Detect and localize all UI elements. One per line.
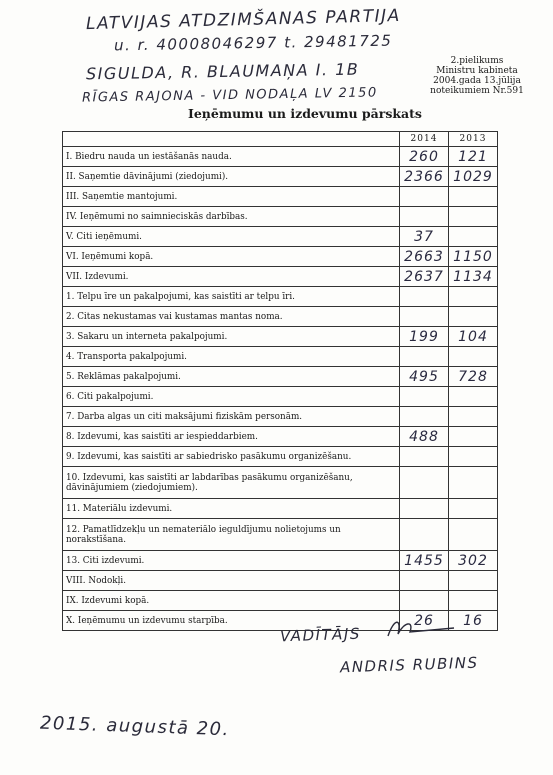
row-label: VI. Ieņēmumi kopā.: [63, 247, 400, 267]
table-row: [63, 551, 498, 571]
row-label: 13. Citi izdevumi.: [63, 551, 400, 571]
table-row: [63, 147, 498, 167]
table-row: [63, 187, 498, 207]
row-label: X. Ieņēmumu un izdevumu starpība.: [63, 611, 400, 631]
annex-note-line: 2004.gada 13.jūlija: [433, 76, 521, 86]
table-row: [63, 571, 498, 591]
row-value-previous: 104: [449, 327, 498, 347]
row-label: 10. Izdevumi, kas saistīti ar labdarības pasākumu organizēšanu, dāvinājumiem (ziedojumiem).: [63, 467, 400, 499]
table-row: [63, 287, 498, 307]
row-value-current: 26: [400, 611, 449, 631]
address-handwritten: SIGULDA, R. BLAUMAŅA I. 1B: [85, 59, 360, 84]
row-value-current: [400, 287, 449, 307]
annex-note: [421, 56, 533, 96]
table-row: [63, 267, 498, 287]
row-value-previous: [449, 307, 498, 327]
table-row: [63, 347, 498, 367]
row-value-current: 260: [400, 147, 449, 167]
table-row: [63, 447, 498, 467]
row-label: 12. Pamatlīdzekļu un nemateriālo ieguldījumu nolietojums un norakstīšana.: [63, 519, 400, 551]
annex-note-line: Ministru kabineta: [436, 66, 518, 76]
row-value-previous: [449, 287, 498, 307]
row-label: III. Saņemtie mantojumi.: [63, 187, 400, 207]
table-row: [63, 207, 498, 227]
table-row: [63, 387, 498, 407]
row-label: VIII. Nodokļi.: [63, 571, 400, 591]
row-label: 2. Citas nekustamas vai kustamas mantas noma.: [63, 307, 400, 327]
row-label: IX. Izdevumi kopā.: [63, 591, 400, 611]
table-header-row: [63, 132, 498, 147]
row-value-previous: [449, 591, 498, 611]
row-label: 3. Sakaru un interneta pakalpojumi.: [63, 327, 400, 347]
table-row: [63, 467, 498, 499]
row-value-previous: [449, 387, 498, 407]
table-row: [63, 167, 498, 187]
signature-scribble: [384, 614, 464, 642]
header-blank-cell: [63, 132, 400, 147]
row-value-previous: [449, 499, 498, 519]
row-value-current: 488: [400, 427, 449, 447]
row-value-previous: 121: [449, 147, 498, 167]
row-label: 9. Izdevumi, kas saistīti ar sabiedrisko pasākumu organizēšanu.: [63, 447, 400, 467]
table-row: [63, 327, 498, 347]
row-label: II. Saņemtie dāvinājumi (ziedojumi).: [63, 167, 400, 187]
row-value-previous: [449, 519, 498, 551]
row-value-current: 2663: [400, 247, 449, 267]
table-row: [63, 427, 498, 447]
party-name-handwritten: LATVIJAS ATDZIMŠANAS PARTIJA: [85, 5, 401, 35]
row-value-previous: [449, 467, 498, 499]
row-value-previous: [449, 207, 498, 227]
row-label: IV. Ieņēmumi no saimnieciskās darbības.: [63, 207, 400, 227]
row-value-current: 199: [400, 327, 449, 347]
row-value-previous: [449, 447, 498, 467]
row-value-previous: 1134: [449, 267, 498, 287]
row-value-previous: [449, 407, 498, 427]
table-row: [63, 227, 498, 247]
row-value-previous: 302: [449, 551, 498, 571]
row-label: VII. Izdevumi.: [63, 267, 400, 287]
row-value-current: [400, 387, 449, 407]
table-row: [63, 307, 498, 327]
row-value-current: [400, 347, 449, 367]
row-value-current: [400, 519, 449, 551]
row-label: I. Biedru nauda un iestāšanās nauda.: [63, 147, 400, 167]
row-label: 6. Citi pakalpojumi.: [63, 387, 400, 407]
row-value-previous: [449, 427, 498, 447]
row-label: 4. Transporta pakalpojumi.: [63, 347, 400, 367]
row-value-current: [400, 187, 449, 207]
tax-office-handwritten: RĪGAS RAJONA - VID NODAĻA LV 2150: [81, 85, 378, 106]
annex-note-line: 2.pielikums: [450, 56, 504, 66]
table-row: [63, 499, 498, 519]
row-label: 7. Darba algas un citi maksājumi fiziskām personām.: [63, 407, 400, 427]
row-label: 1. Telpu īre un pakalpojumi, kas saistīti ar telpu īri.: [63, 287, 400, 307]
row-value-previous: 1029: [449, 167, 498, 187]
row-value-current: 37: [400, 227, 449, 247]
income-expense-table: [62, 131, 498, 631]
row-value-current: [400, 207, 449, 227]
row-label: 5. Reklāmas pakalpojumi.: [63, 367, 400, 387]
row-value-previous: [449, 187, 498, 207]
row-value-current: 1455: [400, 551, 449, 571]
signature-role: VADĪTĀJS: [279, 624, 362, 646]
row-value-previous: [449, 347, 498, 367]
row-value-current: [400, 591, 449, 611]
table-row: [63, 519, 498, 551]
row-value-previous: 1150: [449, 247, 498, 267]
year-header-previous: 2013: [449, 132, 498, 147]
row-value-current: [400, 467, 449, 499]
report-title: Ieņēmumu un izdevumu pārskats: [188, 106, 422, 121]
row-value-current: 2366: [400, 167, 449, 187]
annex-note-line: noteikumiem Nr.591: [430, 86, 524, 96]
row-value-current: 495: [400, 367, 449, 387]
signature-name: ANDRIS RUBINS: [339, 653, 479, 677]
row-value-current: [400, 307, 449, 327]
year-header-current: 2014: [400, 132, 449, 147]
row-label: 8. Izdevumi, kas saistīti ar iespieddarbiem.: [63, 427, 400, 447]
row-label: V. Citi ieņēmumi.: [63, 227, 400, 247]
row-value-current: [400, 571, 449, 591]
row-value-previous: [449, 571, 498, 591]
row-label: 11. Materiālu izdevumi.: [63, 499, 400, 519]
row-value-current: [400, 499, 449, 519]
row-value-current: [400, 447, 449, 467]
table-row: [63, 407, 498, 427]
row-value-previous: 728: [449, 367, 498, 387]
table-row: [63, 247, 498, 267]
table-row: [63, 591, 498, 611]
row-value-previous: 16: [449, 611, 498, 631]
row-value-current: 2637: [400, 267, 449, 287]
row-value-previous: [449, 227, 498, 247]
row-value-current: [400, 407, 449, 427]
registration-phone-handwritten: u. r. 40008046297 t. 29481725: [113, 31, 393, 55]
document-date: 2015. augustā 20.: [39, 712, 231, 741]
table-row: [63, 367, 498, 387]
